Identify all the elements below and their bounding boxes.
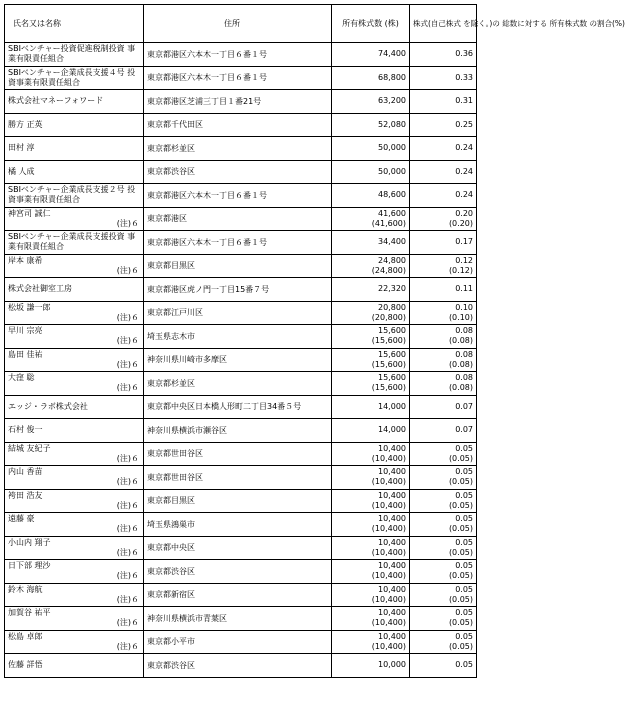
ratio-cell [410, 66, 477, 90]
table-row [5, 231, 477, 255]
ratio-sub-value: (0.05) [448, 618, 473, 628]
shares-sub-value: (10,400) [371, 594, 406, 604]
ratio-value: 0.05 [455, 467, 473, 477]
shares-value: 10,400 [378, 608, 406, 618]
shares-cell [332, 419, 410, 443]
ratio-value: 0.25 [455, 119, 473, 129]
ratio-value: 0.11 [455, 284, 473, 294]
ratio-cell [410, 513, 477, 537]
shares-value: 41,600 [378, 208, 406, 218]
ratio-cell [410, 113, 477, 137]
table-row [5, 395, 477, 419]
shares-value: 48,600 [378, 190, 406, 200]
table-row [5, 325, 477, 349]
table-row [5, 654, 477, 678]
shareholder-name-cell [5, 231, 144, 255]
shareholder-name: 松島 卓郎 [8, 631, 43, 641]
shares-cell [332, 630, 410, 654]
note-reference: (注)６ [116, 265, 139, 275]
table-row [5, 184, 477, 208]
table-row [5, 442, 477, 466]
ratio-sub-value: (0.05) [448, 500, 473, 510]
table-row [5, 630, 477, 654]
shares-value: 22,320 [378, 284, 406, 294]
ratio-cell [410, 419, 477, 443]
note-reference: (注)６ [116, 383, 139, 393]
shareholder-name: 遠藤 豪 [8, 514, 35, 524]
shareholder-name-cell [5, 395, 144, 419]
shares-sub-value: (10,400) [371, 641, 406, 651]
table-row [5, 113, 477, 137]
shares-cell [332, 583, 410, 607]
ratio-cell [410, 466, 477, 490]
table-row [5, 560, 477, 584]
note-reference: (注)６ [116, 453, 139, 463]
note-reference: (注)６ [116, 524, 139, 534]
shares-value: 63,200 [378, 96, 406, 106]
ratio-value: 0.05 [455, 514, 473, 524]
ratio-value: 0.36 [455, 49, 473, 59]
shareholder-name: 小山内 翔子 [8, 537, 51, 547]
shares-value: 50,000 [378, 143, 406, 153]
note-reference: (注)６ [116, 312, 139, 322]
ratio-value: 0.08 [455, 373, 473, 383]
ratio-value: 0.12 [455, 255, 473, 265]
ratio-cell [410, 536, 477, 560]
table-row [5, 513, 477, 537]
ratio-cell [410, 348, 477, 372]
ratio-value: 0.10 [455, 302, 473, 312]
ratio-cell [410, 372, 477, 396]
shareholder-name: SBIベンチャー企業成長支援２号 投資事業有限責任組合 [8, 185, 136, 205]
shareholder-name-cell [5, 372, 144, 396]
table-row [5, 43, 477, 67]
address-cell: 埼玉県鴻巣市 [144, 513, 332, 537]
table-row [5, 489, 477, 513]
shareholder-name: 加賀谷 祐平 [8, 608, 51, 618]
address-cell: 東京都中央区 [144, 536, 332, 560]
shares-cell [332, 231, 410, 255]
address-cell: 神奈川県川崎市多摩区 [144, 348, 332, 372]
shareholder-name: 佐藤 詳悟 [8, 660, 43, 670]
address-cell: 神奈川県横浜市瀬谷区 [144, 419, 332, 443]
ratio-sub-value: (0.05) [448, 547, 473, 557]
shareholder-name-cell [5, 207, 144, 231]
ratio-sub-value: (0.05) [448, 594, 473, 604]
shares-value: 14,000 [378, 401, 406, 411]
note-reference: (注)６ [116, 547, 139, 557]
ratio-cell [410, 630, 477, 654]
shareholder-name: 松坂 謙一郎 [8, 302, 51, 312]
address-cell: 東京都世田谷区 [144, 466, 332, 490]
shares-sub-value: (10,400) [371, 500, 406, 510]
shares-sub-value: (24,800) [371, 265, 406, 275]
shares-value: 68,800 [378, 72, 406, 82]
shareholder-name-cell [5, 654, 144, 678]
shareholder-name-cell [5, 560, 144, 584]
ratio-cell [410, 278, 477, 302]
shareholder-name: 大窪 聡 [8, 373, 35, 383]
ratio-sub-value: (0.05) [448, 453, 473, 463]
shareholder-name-cell [5, 254, 144, 278]
ratio-cell [410, 607, 477, 631]
shares-value: 15,600 [378, 373, 406, 383]
ratio-cell [410, 489, 477, 513]
shareholder-name: 島田 佳祐 [8, 349, 43, 359]
address-cell: 東京都千代田区 [144, 113, 332, 137]
ratio-cell [410, 160, 477, 184]
shares-value: 10,400 [378, 443, 406, 453]
address-cell: 東京都目黒区 [144, 489, 332, 513]
table-row [5, 348, 477, 372]
shares-value: 10,400 [378, 514, 406, 524]
table-header-row [5, 5, 477, 43]
shares-value: 10,400 [378, 467, 406, 477]
shares-value: 10,000 [378, 660, 406, 670]
shares-cell [332, 301, 410, 325]
shares-cell [332, 442, 410, 466]
shareholder-name-cell [5, 90, 144, 114]
ratio-value: 0.05 [455, 443, 473, 453]
ratio-sub-value: (0.08) [448, 383, 473, 393]
address-cell: 東京都渋谷区 [144, 160, 332, 184]
address-cell: 東京都港区 [144, 207, 332, 231]
table-row [5, 254, 477, 278]
shares-cell [332, 325, 410, 349]
ratio-sub-value: (0.05) [448, 524, 473, 534]
shareholder-name: 内山 香苗 [8, 467, 43, 477]
shares-sub-value: (15,600) [371, 383, 406, 393]
address-cell: 東京都杉並区 [144, 137, 332, 161]
ratio-cell [410, 583, 477, 607]
ratio-value: 0.05 [455, 490, 473, 500]
shareholder-name-cell [5, 607, 144, 631]
table-row [5, 301, 477, 325]
shares-value: 34,400 [378, 237, 406, 247]
shareholder-name-cell [5, 489, 144, 513]
shares-cell [332, 160, 410, 184]
shares-cell [332, 654, 410, 678]
address-cell: 東京都小平市 [144, 630, 332, 654]
shareholder-name: SBIベンチャー企業成長支援投資 事業有限責任組合 [8, 232, 136, 252]
ratio-value: 0.07 [455, 401, 473, 411]
shares-value: 10,400 [378, 561, 406, 571]
ratio-sub-value: (0.20) [448, 218, 473, 228]
table-row [5, 66, 477, 90]
shares-cell [332, 278, 410, 302]
shareholder-name-cell [5, 348, 144, 372]
shares-cell [332, 113, 410, 137]
address-cell: 東京都世田谷区 [144, 442, 332, 466]
ratio-cell [410, 395, 477, 419]
table-row [5, 137, 477, 161]
shares-sub-value: (10,400) [371, 571, 406, 581]
table-row [5, 466, 477, 490]
shareholder-name-cell [5, 278, 144, 302]
note-reference: (注)６ [116, 641, 139, 651]
shareholder-name-cell [5, 66, 144, 90]
address-cell: 東京都港区六本木一丁目６番１号 [144, 231, 332, 255]
ratio-cell [410, 184, 477, 208]
ratio-sub-value: (0.08) [448, 359, 473, 369]
ratio-sub-value: (0.10) [448, 312, 473, 322]
ratio-cell [410, 325, 477, 349]
ratio-sub-value: (0.05) [448, 477, 473, 487]
address-cell: 東京都新宿区 [144, 583, 332, 607]
shareholder-name-cell [5, 419, 144, 443]
table-body [5, 43, 477, 678]
shares-sub-value: (10,400) [371, 477, 406, 487]
ratio-cell [410, 207, 477, 231]
shares-sub-value: (15,600) [371, 359, 406, 369]
shareholder-name-cell [5, 113, 144, 137]
shareholder-name: 神宮司 誠仁 [8, 208, 51, 218]
note-reference: (注)６ [116, 218, 139, 228]
shares-cell [332, 184, 410, 208]
shareholder-name: SBIベンチャー企業成長支援４号 投資事業有限責任組合 [8, 67, 136, 87]
shareholder-name-cell [5, 513, 144, 537]
shareholder-name: 鈴木 海航 [8, 584, 43, 594]
shareholder-name-cell [5, 184, 144, 208]
ratio-value: 0.05 [455, 561, 473, 571]
note-reference: (注)６ [116, 359, 139, 369]
shares-cell [332, 513, 410, 537]
table-row [5, 419, 477, 443]
shareholder-name: 橘 人成 [8, 166, 35, 176]
shares-cell [332, 137, 410, 161]
ratio-value: 0.24 [455, 166, 473, 176]
address-cell: 東京都渋谷区 [144, 560, 332, 584]
shares-cell [332, 607, 410, 631]
shares-value: 10,400 [378, 490, 406, 500]
shareholder-name-cell [5, 43, 144, 67]
ratio-value: 0.08 [455, 349, 473, 359]
header-ratio: 株式(自己株式 を除く。)の 総数に対する 所有株式数 の割合(%) [410, 5, 477, 43]
header-shares: 所有株式数 (株) [332, 5, 410, 43]
note-reference: (注)６ [116, 571, 139, 581]
shareholder-name-cell [5, 630, 144, 654]
shares-value: 10,400 [378, 631, 406, 641]
note-reference: (注)６ [116, 336, 139, 346]
shareholder-name-cell [5, 301, 144, 325]
header-name: 氏名又は名称 [5, 5, 144, 43]
shares-value: 74,400 [378, 49, 406, 59]
shares-cell [332, 560, 410, 584]
ratio-value: 0.17 [455, 237, 473, 247]
shares-cell [332, 254, 410, 278]
shares-value: 20,800 [378, 302, 406, 312]
ratio-cell [410, 43, 477, 67]
ratio-value: 0.31 [455, 96, 473, 106]
shareholder-table [4, 4, 625, 678]
shares-value: 50,000 [378, 166, 406, 176]
ratio-value: 0.08 [455, 326, 473, 336]
ratio-value: 0.20 [455, 208, 473, 218]
shares-value: 10,400 [378, 537, 406, 547]
shares-cell [332, 466, 410, 490]
table-row [5, 207, 477, 231]
shareholder-name: 株式会社マネーフォワード [8, 96, 104, 106]
table-row [5, 278, 477, 302]
ratio-cell [410, 301, 477, 325]
shares-value: 10,400 [378, 584, 406, 594]
shareholder-name: 岸本 康希 [8, 255, 43, 265]
table-row [5, 536, 477, 560]
address-cell: 東京都渋谷区 [144, 654, 332, 678]
ratio-value: 0.33 [455, 72, 473, 82]
ratio-value: 0.05 [455, 584, 473, 594]
shareholder-name: 勝方 正英 [8, 119, 43, 129]
table-row [5, 90, 477, 114]
shares-cell [332, 536, 410, 560]
shares-sub-value: (20,800) [371, 312, 406, 322]
shareholder-name: 結城 友紀子 [8, 443, 51, 453]
note-reference: (注)６ [116, 477, 139, 487]
ratio-value: 0.07 [455, 425, 473, 435]
ratio-value: 0.05 [455, 660, 473, 670]
shares-cell [332, 66, 410, 90]
ratio-sub-value: (0.05) [448, 641, 473, 651]
shareholder-name-cell [5, 583, 144, 607]
table-row [5, 583, 477, 607]
shareholder-name: SBIベンチャー投資促進税制投資 事業有限責任組合 [8, 44, 136, 64]
address-cell: 東京都杉並区 [144, 372, 332, 396]
address-cell: 東京都港区虎ノ門一丁目15番７号 [144, 278, 332, 302]
shares-value: 15,600 [378, 326, 406, 336]
address-cell: 東京都港区六本木一丁目６番１号 [144, 184, 332, 208]
shares-sub-value: (10,400) [371, 453, 406, 463]
shareholder-name-cell [5, 536, 144, 560]
shareholder-name: エッジ・ラボ株式会社 [8, 401, 88, 411]
shares-cell [332, 372, 410, 396]
ratio-cell [410, 442, 477, 466]
ratio-cell [410, 90, 477, 114]
note-reference: (注)６ [116, 618, 139, 628]
ratio-cell [410, 560, 477, 584]
shareholder-name-cell [5, 442, 144, 466]
shareholder-name: 日下部 理沙 [8, 561, 51, 571]
shares-value: 14,000 [378, 425, 406, 435]
ratio-sub-value: (0.08) [448, 336, 473, 346]
shares-sub-value: (10,400) [371, 547, 406, 557]
shareholder-name: 袴田 浩友 [8, 490, 43, 500]
ratio-value: 0.05 [455, 631, 473, 641]
address-cell: 東京都港区六本木一丁目６番１号 [144, 66, 332, 90]
ratio-value: 0.05 [455, 608, 473, 618]
ratio-value: 0.05 [455, 537, 473, 547]
address-cell: 神奈川県横浜市青葉区 [144, 607, 332, 631]
address-cell: 東京都港区芝浦三丁目１番21号 [144, 90, 332, 114]
shareholder-name-cell [5, 325, 144, 349]
shares-sub-value: (10,400) [371, 524, 406, 534]
address-cell: 東京都港区六本木一丁目６番１号 [144, 43, 332, 67]
shares-cell [332, 395, 410, 419]
shares-value: 24,800 [378, 255, 406, 265]
ratio-cell [410, 231, 477, 255]
ratio-cell [410, 254, 477, 278]
ratio-sub-value: (0.05) [448, 571, 473, 581]
ratio-cell [410, 137, 477, 161]
shares-sub-value: (15,600) [371, 336, 406, 346]
shareholder-name: 石村 俊一 [8, 425, 43, 435]
shares-sub-value: (10,400) [371, 618, 406, 628]
ratio-cell [410, 654, 477, 678]
table-row [5, 372, 477, 396]
note-reference: (注)６ [116, 500, 139, 510]
shareholder-name: 早川 宗亮 [8, 326, 43, 336]
ratio-value: 0.24 [455, 143, 473, 153]
shares-sub-value: (41,600) [371, 218, 406, 228]
ratio-value: 0.24 [455, 190, 473, 200]
shareholder-name: 田村 淳 [8, 143, 35, 153]
table-row [5, 160, 477, 184]
address-cell: 東京都目黒区 [144, 254, 332, 278]
shares-cell [332, 43, 410, 67]
address-cell: 東京都中央区日本橋人形町二丁目34番５号 [144, 395, 332, 419]
shares-cell [332, 348, 410, 372]
table-row [5, 607, 477, 631]
header-address: 住所 [144, 5, 332, 43]
note-reference: (注)６ [116, 594, 139, 604]
shares-value: 15,600 [378, 349, 406, 359]
shareholder-name-cell [5, 160, 144, 184]
shares-cell [332, 207, 410, 231]
address-cell: 東京都江戸川区 [144, 301, 332, 325]
shares-cell [332, 90, 410, 114]
address-cell: 埼玉県志木市 [144, 325, 332, 349]
shareholder-name: 株式会社御室工房 [8, 284, 72, 294]
shareholder-name-cell [5, 466, 144, 490]
shareholder-name-cell [5, 137, 144, 161]
shares-value: 52,080 [378, 119, 406, 129]
ratio-sub-value: (0.12) [448, 265, 473, 275]
shares-cell [332, 489, 410, 513]
